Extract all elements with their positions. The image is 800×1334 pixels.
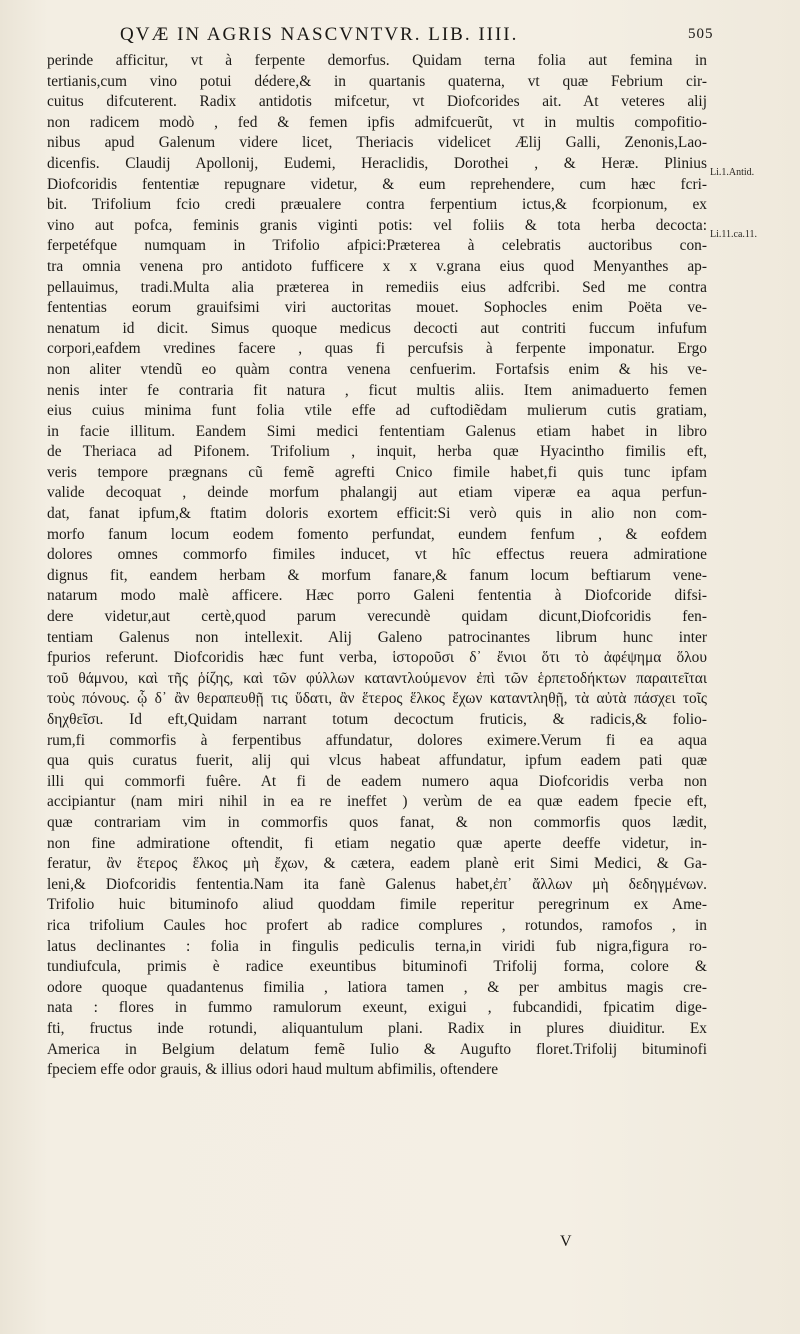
text-line: τοὺς πόνους. ᾧ δ᾽ ἂν θεραπευθῇ τις ὕδατι, ἂν ἕτερος ἕλκος ἔχων καταντληθῇ, τὰ αὐτὰ πάσχει τοῖς xyxy=(47,690,707,708)
text-line: bit. Trifolium fcio credi præualere contra ferpentium ictus,& fcorpionum, ex xyxy=(47,196,707,214)
running-title: QVÆ IN AGRIS NASCVNTVR. LIB. IIII. xyxy=(120,24,519,45)
text-line: Diofcoridis fententiæ repugnare videtur, & eum reprehendere, cum hæc fcri- xyxy=(47,175,707,193)
page-number: 505 xyxy=(688,26,714,42)
text-line: dicenfis. Claudij Apollonij, Eudemi, Heraclidis, Dorothei , & Heræ. Plinius xyxy=(47,154,707,172)
text-line: perinde afficitur, vt à ferpente demorfus. Quidam terna folia aut femina in xyxy=(47,52,707,69)
text-line: corpori,eafdem vredines facere , quas fi percufsis à ferpente imponatur. Ergo xyxy=(47,340,707,358)
text-line: tundiufcula, primis è radice exeuntibus bituminofi Trifolij forma, colore & xyxy=(47,958,707,976)
margin-note-2: Li.11.ca.11. xyxy=(710,229,758,240)
text-line: veris tempore prægnans cũ femẽ agrefti Cnico fimile habet,fi quis tunc ipfam xyxy=(47,463,707,481)
text-line: eius cuius minima funt folia vtile effe ad cuftodiẽdam mulierum cutis gratiam, xyxy=(47,402,707,420)
text-line: tentiam Galenus non intellexit. Alij Galeno patrocinantes librum hunc inter xyxy=(47,628,707,646)
text-line: fpeciem effe odor grauis, & illius odori haud multum abfimilis, oftendere xyxy=(47,1061,499,1079)
text-line: Trifolio huic bituminofo aliud quoddam fimile reperitur peregrinum ex Ame- xyxy=(47,896,707,914)
text-line: morfo fanum locum eodem fomento perfundat, eundem fenfum , & eofdem xyxy=(47,525,707,543)
text-line: non radicem modò , fed & femen ipfis admifcuerũt, vt in multis compofitio- xyxy=(47,113,707,131)
text-line: nenis inter fe contraria fit natura , ficut multis aliis. Item animaduerto femen xyxy=(47,381,707,399)
text-line: fpurios referunt. Diofcoridis hæc funt verba, ἱστοροῦσι δ᾽ ἔνιοι ὅτι τὸ ἀφέψημα ὅλου xyxy=(47,649,707,667)
text-line: dat, fanat ipfum,& ftatim doloris exortem efficit:Si verò quis in alio non com- xyxy=(47,505,707,523)
text-line: odore quoque quadantenus fimilia , latiora tamen , & per ambitus magis cre- xyxy=(47,978,707,996)
text-line: ferpetéfque numquam in Trifolio afpici:Præterea à celebratis auctoribus con- xyxy=(47,237,707,255)
body-text xyxy=(47,51,707,1081)
text-line: natarum modo malè afficere. Hæc porro Galeni fententia à Diofcoride difsi- xyxy=(47,587,707,605)
text-line: de Theriaca ad Pifonem. Trifolium , inquit, herba quæ Hyacintho fimilis eft, xyxy=(47,443,707,461)
text-line: nibus apud Galenum videre licet, Theriacis videlicet Ælij Galli, Zenonis,Lao- xyxy=(47,134,707,152)
text-line: dere videtur,aut certè,quod parum verecundè quidam dicunt,Diofcoridis fen- xyxy=(47,608,707,626)
text-line: tra omnia venena pro antidoto fufficere x x v.grana eius quod Menyanthes ap- xyxy=(47,257,707,275)
text-line: non fine admiratione oftendit, fi etiam negatio quæ aperte deeffe videtur, in- xyxy=(47,834,707,852)
margin-note-1: Li.1.Antid. xyxy=(710,167,755,178)
text-line: fti, fructus inde rotundi, aliquantulum plani. Radix in plures diuiditur. Ex xyxy=(47,1019,707,1037)
signature-mark: V xyxy=(560,1233,572,1250)
text-line: δηχθεῖσι. Id eft,Quidam narrant totum decoctum fruticis, & radicis,& folio- xyxy=(47,711,707,728)
text-line: accipiantur (nam miri nihil in ea re ineffet ) verùm de ea quæ eadem fpecie eft, xyxy=(47,793,707,811)
text-line: dignus fit, eandem herbam & morfum fanare,& fanum locum beftiarum vene- xyxy=(47,566,707,584)
text-line: non aliter vtendũ eo quàm contra venena cenfuerim. Fortafsis enim & his ve- xyxy=(47,360,707,378)
text-line: feratur, ἂν ἕτερος ἕλκος μὴ ἔχων, & cætera, eadem planè erit Simi Medici, & Ga- xyxy=(47,855,707,873)
text-line: latus declinantes : folia in fingulis pediculis terna,in viridi fub nigra,figura ro- xyxy=(47,937,707,955)
text-line: fententias eorum grauifsimi viri auctoritas mouet. Sophocles enim Poëta ve- xyxy=(47,299,707,317)
text-line: illi qui commorfi fuêre. At fi de eadem numero aqua Diofcoridis verba non xyxy=(47,772,707,790)
text-line: nenatum id dicit. Simus quoque medicus decocti aut contriti fuccum infufum xyxy=(47,319,707,337)
text-line: tertianis,cum vino potui dédere,& in quartanis quaterna, vt quæ Febrium cir- xyxy=(47,72,707,90)
running-header xyxy=(120,24,740,52)
text-line: rica trifolium Caules hoc profert ab radice complures , rotundos, ramofos , in xyxy=(47,916,707,934)
text-line: dolores omnes commorfo fimiles inducet, vt hîc effectus reuera admiratione xyxy=(47,546,707,564)
text-line: cuitus difcuterent. Radix antidotis mifcetur, vt Diofcorides ait. At veteres alij xyxy=(47,93,707,111)
text-line: τοῦ θάμνου, καὶ τῆς ῥίζης, καὶ τῶν φύλλων καταντλούμενον ἐπὶ τῶν ἑρπετοδήκτων παραιτεῖται xyxy=(47,669,707,687)
text-line: rum,fi commorfis à ferpentibus affundatur, dolores eximere.Verum fi ea aqua xyxy=(47,731,707,749)
text-line: America in Belgium delatum femẽ Iulio & Augufto floret.Trifolij bituminofi xyxy=(47,1040,707,1058)
text-line: in facie illitum. Eandem Simi medici fententiam Galenus etiam habet in libro xyxy=(47,422,707,440)
text-line: quæ contrariam vim in commorfis quos fanat, & non commorfis quos lædit, xyxy=(47,813,707,831)
text-line: leni,& Diofcoridis fententia.Nam ita fanè Galenus habet,ἐπ᾽ ἄλλων μὴ δεδηγμένων. xyxy=(47,875,707,893)
text-line: qua quis curatus fuerit, alij qui vlcus habeat affundatur, ipfum eadem pati quæ xyxy=(47,752,707,770)
text-line: vino aut pofca, feminis granis viginti potis: vel foliis & tota herba decocta: xyxy=(47,216,707,234)
text-line: pellauimus, tradi.Multa alia præterea in remediis eius adfcribi. Sed me contra xyxy=(47,278,707,296)
text-line: nata : flores in fummo ramulorum exeunt, exigui , fubcandidi, fpicatim dige- xyxy=(47,999,707,1017)
text-line: valide decoquat , deinde morfum phalangij aut etiam viperæ ea aqua perfun- xyxy=(47,484,707,502)
